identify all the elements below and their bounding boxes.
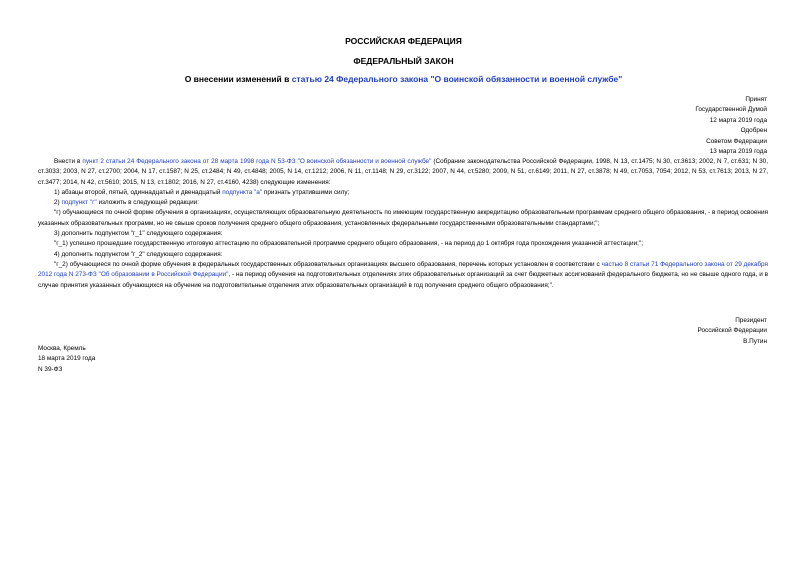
item-4-text xyxy=(38,260,768,291)
law-body xyxy=(38,157,768,291)
approved-date: 13 марта 2019 года xyxy=(709,148,767,156)
item-4: 4) дополнить подпунктом "г_2" следующего содержания: xyxy=(54,250,223,258)
item-3: 3) дополнить подпунктом "г_1" следующего содержания: xyxy=(54,230,223,238)
signer-name: В.Путин xyxy=(743,337,767,345)
doc-type-heading: ФЕДЕРАЛЬНЫЙ ЗАКОН xyxy=(353,56,454,66)
footer-number: N 39-ФЗ xyxy=(38,365,63,373)
adoption-block xyxy=(695,95,767,157)
approved-label: Одобрен xyxy=(740,127,767,135)
item-2-post: изложить в следующей редакции: xyxy=(96,199,199,207)
footer-block xyxy=(38,344,95,375)
adopted-label: Принят xyxy=(745,96,767,103)
adopted-date: 12 марта 2019 года xyxy=(709,116,767,124)
footer-date: 18 марта 2019 года xyxy=(38,355,96,363)
footer-place: Москва, Кремль xyxy=(38,345,86,352)
item-2-link[interactable]: подпункт "г" xyxy=(61,199,97,207)
intro-paragraph xyxy=(38,157,768,188)
law-title-prefix: О внесении изменений в xyxy=(184,74,292,84)
item-2-text: "г) обучающиеся по очной форме обучения в организациях, осуществляющих образовательную деятельность по имеющим государственную аккредитацию образовательным программам среднего общего образования, - в период освоения указанных образовательных программ, но не свыше сроков получения среднего общего образования, установленных федеральными государственными образовательными стандартами;"; xyxy=(38,209,768,227)
item-4-pre: "г_2) обучающиеся по очной форме обучения в федеральных государственных образовательных организациях высшего образования, перечень которых установлен в соответствии с xyxy=(54,260,602,268)
law-title xyxy=(0,74,807,84)
item-4-link[interactable]: частью 8 статьи 71 Федерального закона от 29 декабря 2012 года N 273-ФЗ "Об образовании в Российской Федерации" xyxy=(38,260,768,279)
adopted-by: Государственной Думой xyxy=(695,106,767,114)
approved-by: Советом Федерации xyxy=(706,137,767,145)
item-1-pre: 1) абзацы второй, пятый, одиннадцатый и двенадцатый xyxy=(54,188,223,196)
item-2 xyxy=(38,198,768,208)
intro-post: (Собрание законодательства Российской Федерации, 1998, N 13, ст.1475; N 30, ст.3613; 2002, N 7, ст.631; N 30, ст.3033; 2003, N 27, ст.2700; 2004, N 17, ст.1587; N 25, ст.2484; N 49, ст.4848; 2005, N 14, ст.1212; 2006, N 11, ст.1148; N 29, ст.3122; 2007, N 44, ст.5280; 2009, N 51, ст.6149; 2011, N 27, ст.3878; N 49, ст.7053, 7054; 2012, N 53, ст.7613; 2013, N 27, ст.3477; 2014, N 42, ст.5610; 2015, N 13, ст.1802; 2016, N 27, ст.4160, 4238) следующие изменения: xyxy=(38,158,768,186)
signature-block xyxy=(698,316,768,347)
item-1-post: признать утратившими силу; xyxy=(262,188,350,196)
item-2-pre: 2) xyxy=(54,199,62,207)
item-1-link[interactable]: подпункта "а" xyxy=(222,188,263,196)
law-title-link[interactable]: статью 24 Федерального закона "О воинской обязанности и военной службе" xyxy=(291,74,623,84)
signer-title: Президент xyxy=(735,317,767,324)
country-heading: РОССИЙСКАЯ ФЕДЕРАЦИЯ xyxy=(345,36,462,46)
item-4-post: , - на период обучения на подготовительных отделениях этих образовательных организаций за счет бюджетных ассигнований федерального бюджета, но не свыше одного года, и в случае принятия указанных обучающихся на обучение на подготовительные отделения этих образовательных организаций в год получения среднего общего образования;". xyxy=(38,271,768,289)
item-3-text: "г_1) успешно прошедшие государственную итоговую аттестацию по образовательной программе среднего общего образования, - на период до 1 октября года прохождения указанной аттестации;"; xyxy=(54,240,643,248)
intro-pre: Внести в xyxy=(54,158,83,165)
intro-link[interactable]: пункт 2 статьи 24 Федерального закона от 28 марта 1998 года N 53-ФЗ "О воинской обязанности и военной службе" xyxy=(82,158,432,165)
item-1 xyxy=(38,188,768,198)
signer-country: Российской Федерации xyxy=(697,327,767,335)
